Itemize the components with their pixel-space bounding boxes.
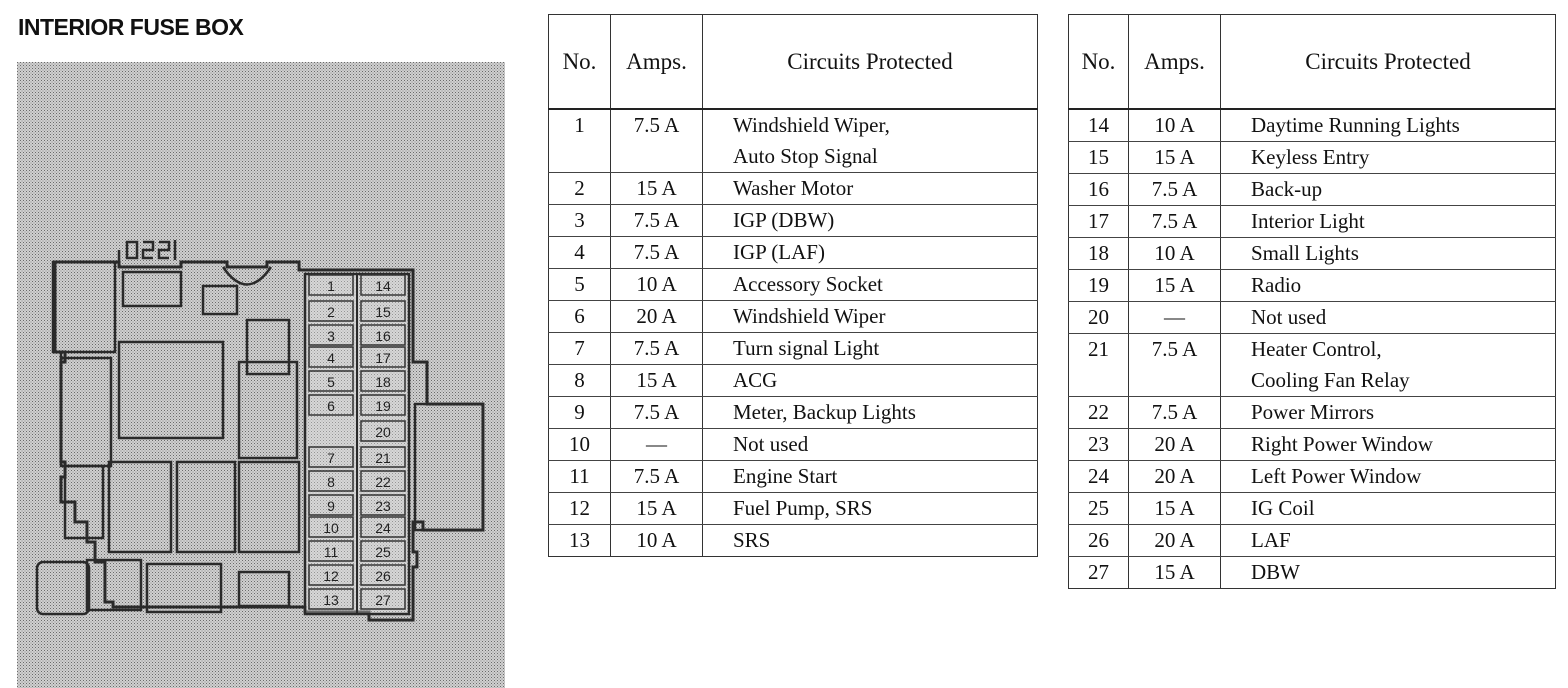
fuse-circuit: Not used [703, 429, 1038, 461]
fuse-amps: 20 A [1129, 429, 1221, 461]
fuse-slot-label: 27 [375, 592, 391, 608]
fuse-slot-label: 8 [327, 474, 335, 490]
fuse-amps: 7.5 A [1129, 174, 1221, 206]
fuse-amps: 10 A [611, 525, 703, 557]
table-row [549, 205, 1038, 237]
fuse-amps: 15 A [611, 493, 703, 525]
fuse-slot-label: 15 [375, 304, 391, 320]
table-row [1069, 461, 1556, 493]
fuse-amps: 7.5 A [611, 237, 703, 269]
fuse-circuit: Left Power Window [1221, 461, 1556, 493]
fuse-number: 10 [549, 429, 611, 461]
fuse-slot-label: 10 [323, 520, 339, 536]
fuse-table-left [548, 14, 1038, 557]
fuse-amps: 20 A [611, 301, 703, 333]
fuse-slot-label: 3 [327, 328, 335, 344]
page-title: INTERIOR FUSE BOX [18, 14, 244, 40]
fuse-number: 8 [549, 365, 611, 397]
column-header-no: No. [549, 15, 611, 110]
fuse-slot-label: 6 [327, 398, 335, 414]
fuse-number: 23 [1069, 429, 1129, 461]
fuse-slot-label: 4 [327, 350, 335, 366]
table-row [1069, 109, 1556, 142]
fuse-slot-label: 18 [375, 374, 391, 390]
table-header-row [549, 15, 1038, 110]
fuse-number: 14 [1069, 109, 1129, 142]
table-row [1069, 238, 1556, 270]
fuse-circuit: Keyless Entry [1221, 142, 1556, 174]
fuse-slot-label: 14 [375, 278, 391, 294]
fuse-number: 7 [549, 333, 611, 365]
fuse-slot-label: 25 [375, 544, 391, 560]
fuse-circuit: Windshield Wiper [703, 301, 1038, 333]
fuse-circuit: IGP (LAF) [703, 237, 1038, 269]
fuse-circuit: Windshield Wiper, Auto Stop Signal [703, 109, 1038, 173]
fuse-slot-label: 12 [323, 568, 339, 584]
fuse-circuit: IG Coil [1221, 493, 1556, 525]
fuse-amps: — [1129, 302, 1221, 334]
fuse-circuit: Right Power Window [1221, 429, 1556, 461]
table-row [1069, 429, 1556, 461]
fuse-circuit: Fuel Pump, SRS [703, 493, 1038, 525]
fuse-circuit: Daytime Running Lights [1221, 109, 1556, 142]
table-row [549, 493, 1038, 525]
fuse-slot-label: 2 [327, 304, 335, 320]
table-row [1069, 525, 1556, 557]
fuse-slot-label: 13 [323, 592, 339, 608]
fuse-number: 4 [549, 237, 611, 269]
fuse-amps: 15 A [1129, 493, 1221, 525]
fuse-box-diagram [17, 62, 505, 688]
table-row [549, 397, 1038, 429]
fuse-amps: 7.5 A [1129, 206, 1221, 238]
fuse-circuit: Interior Light [1221, 206, 1556, 238]
fuse-number: 19 [1069, 270, 1129, 302]
table-row [1069, 557, 1556, 589]
table-row [549, 237, 1038, 269]
table-row [549, 173, 1038, 205]
fuse-slot-label: 26 [375, 568, 391, 584]
fuse-number: 1 [549, 109, 611, 173]
fuse-number: 6 [549, 301, 611, 333]
column-header-no: No. [1069, 15, 1129, 110]
fuse-slot-label: 1 [327, 278, 335, 294]
table-header-row [1069, 15, 1556, 110]
fuse-slot-label: 11 [323, 544, 339, 560]
table-row [1069, 206, 1556, 238]
fuse-amps: 15 A [611, 173, 703, 205]
fuse-circuit: Small Lights [1221, 238, 1556, 270]
table-row [1069, 174, 1556, 206]
fuse-slot-label: 5 [327, 374, 335, 390]
table-row [1069, 142, 1556, 174]
fuse-circuit: IGP (DBW) [703, 205, 1038, 237]
fuse-slot-label: 23 [375, 498, 391, 514]
fuse-number: 16 [1069, 174, 1129, 206]
column-header-amps: Amps. [1129, 15, 1221, 110]
fuse-number: 15 [1069, 142, 1129, 174]
fuse-number: 3 [549, 205, 611, 237]
fuse-number: 27 [1069, 557, 1129, 589]
fuse-amps: 7.5 A [611, 109, 703, 173]
fuse-circuit: Washer Motor [703, 173, 1038, 205]
fuse-amps: 15 A [1129, 142, 1221, 174]
fuse-slot-label: 17 [375, 350, 391, 366]
fuse-slot-label: 7 [327, 450, 335, 466]
fuse-amps: 20 A [1129, 461, 1221, 493]
fuse-circuit: ACG [703, 365, 1038, 397]
fuse-number: 20 [1069, 302, 1129, 334]
fuse-amps: 20 A [1129, 525, 1221, 557]
column-header-amps: Amps. [611, 15, 703, 110]
fuse-amps: 7.5 A [611, 205, 703, 237]
fuse-amps: — [611, 429, 703, 461]
fuse-slot-label: 20 [375, 424, 391, 440]
table-row [549, 365, 1038, 397]
column-header-circuits: Circuits Protected [703, 15, 1038, 110]
fuse-amps: 10 A [1129, 109, 1221, 142]
fuse-amps: 15 A [1129, 270, 1221, 302]
fuse-amps: 10 A [1129, 238, 1221, 270]
table-row [1069, 270, 1556, 302]
fuse-number: 26 [1069, 525, 1129, 557]
fuse-circuit: Accessory Socket [703, 269, 1038, 301]
fuse-table-right [1068, 14, 1556, 589]
fuse-circuit: Power Mirrors [1221, 397, 1556, 429]
fuse-number: 18 [1069, 238, 1129, 270]
table-row [549, 461, 1038, 493]
fuse-amps: 7.5 A [611, 461, 703, 493]
column-header-circuits: Circuits Protected [1221, 15, 1556, 110]
fuse-slot-label: 21 [375, 450, 391, 466]
fuse-slot-label: 19 [375, 398, 391, 414]
fuse-number: 13 [549, 525, 611, 557]
table-row [1069, 334, 1556, 397]
table-row [549, 269, 1038, 301]
table-row [549, 429, 1038, 461]
fuse-amps: 7.5 A [611, 333, 703, 365]
fuse-circuit: LAF [1221, 525, 1556, 557]
fuse-number: 11 [549, 461, 611, 493]
fuse-number: 22 [1069, 397, 1129, 429]
table-row [549, 301, 1038, 333]
table-row [549, 333, 1038, 365]
fuse-slot-label: 9 [327, 498, 335, 514]
fuse-number: 24 [1069, 461, 1129, 493]
fuse-number: 12 [549, 493, 611, 525]
fuse-amps: 7.5 A [611, 397, 703, 429]
fuse-slot-label: 22 [375, 474, 391, 490]
fuse-circuit: Heater Control, Cooling Fan Relay [1221, 334, 1556, 397]
table-row [549, 109, 1038, 173]
table-row [1069, 397, 1556, 429]
table-row [1069, 302, 1556, 334]
fuse-number: 25 [1069, 493, 1129, 525]
fuse-amps: 10 A [611, 269, 703, 301]
fuse-circuit: DBW [1221, 557, 1556, 589]
fuse-circuit: Not used [1221, 302, 1556, 334]
fuse-number: 17 [1069, 206, 1129, 238]
fuse-number: 5 [549, 269, 611, 301]
fuse-number: 2 [549, 173, 611, 205]
fuse-amps: 15 A [611, 365, 703, 397]
fuse-box-drawing [17, 62, 505, 688]
fuse-circuit: Engine Start [703, 461, 1038, 493]
fuse-slot-label: 24 [375, 520, 391, 536]
fuse-amps: 7.5 A [1129, 334, 1221, 397]
fuse-circuit: Back-up [1221, 174, 1556, 206]
fuse-number: 21 [1069, 334, 1129, 397]
fuse-number: 9 [549, 397, 611, 429]
fuse-circuit: Turn signal Light [703, 333, 1038, 365]
table-row [1069, 493, 1556, 525]
table-row [549, 525, 1038, 557]
fuse-circuit: Meter, Backup Lights [703, 397, 1038, 429]
fuse-circuit: Radio [1221, 270, 1556, 302]
fuse-circuit: SRS [703, 525, 1038, 557]
fuse-slot-label: 16 [375, 328, 391, 344]
fuse-amps: 7.5 A [1129, 397, 1221, 429]
fuse-amps: 15 A [1129, 557, 1221, 589]
